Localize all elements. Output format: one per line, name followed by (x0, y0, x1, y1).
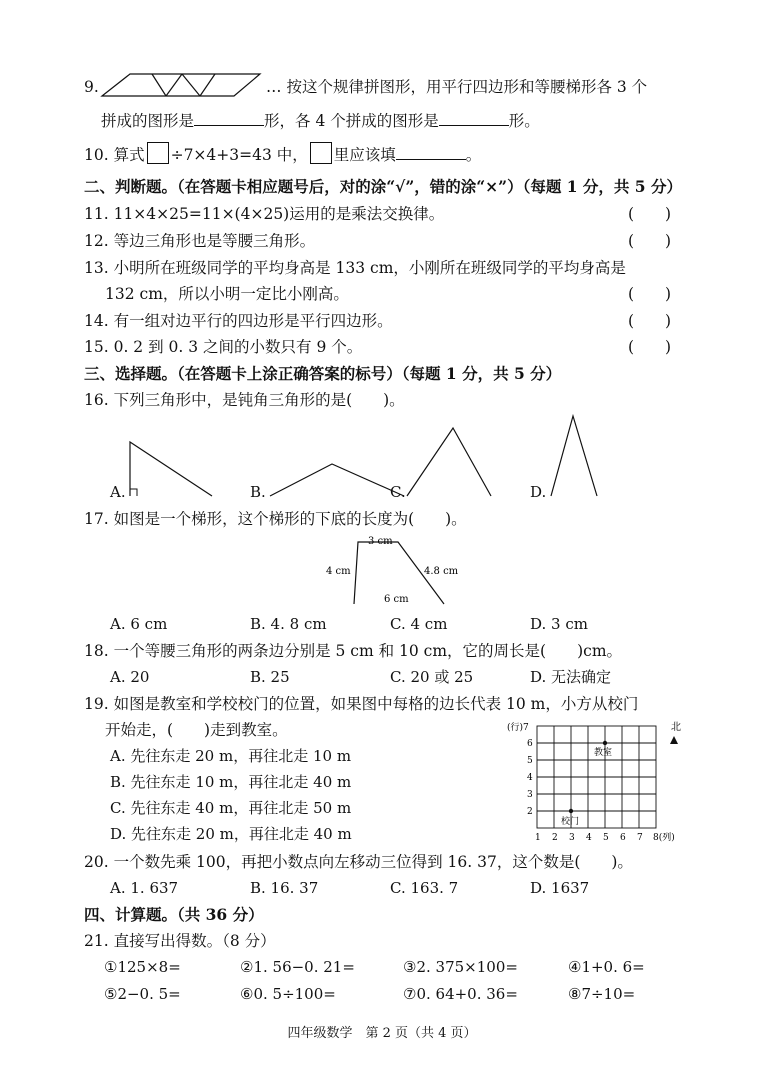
q11-text: 11. 11×4×25=11×(4×25)运用的是乘法交换律。 (84, 205, 445, 223)
q9-number: 9. (84, 78, 99, 96)
q16-option-c[interactable]: C. (390, 483, 406, 501)
q12-answer-paren[interactable]: ( ) (628, 232, 672, 250)
q17-label-left: 4 cm (326, 566, 351, 577)
q19-xtick-4: 4 (586, 833, 592, 843)
q19-gate-label: 校门 (561, 817, 580, 827)
q19-text-1: 19. 如图是教室和学校校门的位置，如果图中每格的边长代表 10 m，小方从校门 (84, 695, 639, 713)
q15-answer-paren[interactable]: ( ) (628, 338, 672, 356)
q19-gate-point (569, 809, 573, 813)
q19-text-2: 开始走，( )走到教室。 (105, 721, 288, 739)
q17-trapezoid-figure (320, 530, 470, 610)
q10-line: 10. 算式 ÷7×4+3=43 中， 里应该填 。 (84, 142, 481, 165)
q18-option-b[interactable]: B. 25 (250, 668, 290, 686)
q17-option-b[interactable]: B. 4. 8 cm (250, 615, 327, 633)
q17-label-right: 4.8 cm (424, 566, 459, 577)
q20-text: 20. 一个数先乘 100，再把小数点向左移动三位得到 16. 37，这个数是( )。 (84, 853, 633, 871)
q16-option-a[interactable]: A. (110, 483, 126, 501)
q21-item-3[interactable]: ③2. 375×100= (403, 958, 518, 976)
q19-row-axis-label: (行)7 (507, 723, 529, 733)
q18-option-a[interactable]: A. 20 (110, 668, 150, 686)
q11-answer-paren[interactable]: ( ) (628, 205, 672, 223)
q18-option-c[interactable]: C. 20 或 25 (390, 668, 474, 686)
q21-item-4[interactable]: ④1+0. 6= (568, 958, 645, 976)
q19-north-label: 北 (671, 722, 681, 733)
q19-xtick-6: 6 (620, 833, 626, 843)
q13-text-2: 132 cm，所以小明一定比小刚高。 (105, 285, 349, 303)
q21-item-7[interactable]: ⑦0. 64+0. 36= (403, 985, 518, 1003)
section-3-heading: 三、选择题。（在答题卡上涂正确答案的标号）（每题 1 分，共 5 分） (84, 364, 562, 383)
q19-ytick-4: 4 (527, 773, 533, 783)
q20-option-d[interactable]: D. 1637 (530, 879, 590, 897)
q19-col-axis-label: 8(列) (653, 833, 675, 843)
q19-xtick-2: 2 (552, 833, 558, 843)
q19-classroom-label: 教室 (594, 748, 613, 758)
q21-item-2[interactable]: ②1. 56−0. 21= (240, 958, 355, 976)
q9-blank-1[interactable] (194, 109, 264, 126)
q17-option-d[interactable]: D. 3 cm (530, 615, 588, 633)
q13-answer-paren[interactable]: ( ) (628, 285, 672, 303)
q21-text: 21. 直接写出得数。（8 分） (84, 932, 276, 950)
q16-option-b[interactable]: B. (250, 483, 266, 501)
q21-item-5[interactable]: ⑤2−0. 5= (104, 985, 181, 1003)
q17-option-c[interactable]: C. 4 cm (390, 615, 448, 633)
q14-answer-paren[interactable]: ( ) (628, 312, 672, 330)
section-2-heading: 二、判断题。（在答题卡相应题号后，对的涂“√”，错的涂“×”）（每题 1 分，共 5 分） (84, 177, 682, 196)
q19-xtick-7: 7 (637, 833, 643, 843)
q18-option-d[interactable]: D. 无法确定 (530, 668, 612, 686)
q20-option-a[interactable]: A. 1. 637 (110, 879, 179, 897)
q14-text: 14. 有一组对边平行的四边形是平行四边形。 (84, 312, 393, 330)
q17-option-a[interactable]: A. 6 cm (110, 615, 168, 633)
q12-text: 12. 等边三角形也是等腰三角形。 (84, 232, 316, 250)
q19-ytick-6: 6 (527, 739, 533, 749)
q20-option-b[interactable]: B. 16. 37 (250, 879, 319, 897)
q21-item-1[interactable]: ①125×8= (104, 958, 181, 976)
q13-text-1: 13. 小明所在班级同学的平均身高是 133 cm，小刚所在班级同学的平均身高是 (84, 259, 626, 277)
q21-item-6[interactable]: ⑥0. 5÷100= (240, 985, 336, 1003)
q17-label-top: 3 cm (368, 536, 393, 547)
q19-option-a[interactable]: A. 先往东走 20 m，再往北走 10 m (110, 747, 352, 765)
q18-text: 18. 一个等腰三角形的两条边分别是 5 cm 和 10 cm，它的周长是( )cm。 (84, 642, 623, 660)
q9-line2: 拼成的图形是 形，各 4 个拼成的图形是 形。 (101, 109, 540, 131)
q17-text: 17. 如图是一个梯形，这个梯形的下底的长度为( )。 (84, 510, 467, 528)
q16-text: 16. 下列三角形中，是钝角三角形的是( )。 (84, 391, 405, 409)
q19-ytick-3: 3 (527, 790, 533, 800)
q15-text: 15. 0. 2 到 0. 3 之间的小数只有 9 个。 (84, 338, 363, 356)
q21-item-8[interactable]: ⑧7÷10= (568, 985, 636, 1003)
q9-pattern-figure (100, 72, 265, 98)
q19-ytick-2: 2 (527, 807, 533, 817)
q9-line1: … 按这个规律拼图形，用平行四边形和等腰梯形各 3 个 (266, 78, 648, 96)
section-4-heading: 四、计算题。（共 36 分） (84, 905, 264, 924)
q9-blank-2[interactable] (439, 109, 509, 126)
q19-option-d[interactable]: D. 先往东走 20 m，再往北走 40 m (110, 825, 352, 843)
q19-grid-map (505, 718, 690, 848)
q19-xtick-3: 3 (569, 833, 575, 843)
q19-option-b[interactable]: B. 先往东走 10 m，再往北走 40 m (110, 773, 352, 791)
q19-xtick-5: 5 (603, 833, 609, 843)
q19-ytick-5: 5 (527, 756, 533, 766)
q19-option-c[interactable]: C. 先往东走 40 m，再往北走 50 m (110, 799, 352, 817)
north-arrow-icon (670, 736, 678, 744)
q10-blank[interactable] (396, 143, 466, 160)
q19-classroom-point (603, 741, 607, 745)
q19-xtick-1: 1 (535, 833, 541, 843)
q10-box-2[interactable] (310, 142, 332, 164)
page-footer: 四年级数学 第 2 页（共 4 页） (287, 1026, 477, 1041)
q20-option-c[interactable]: C. 163. 7 (390, 879, 459, 897)
q10-box-1[interactable] (147, 142, 169, 164)
q17-label-bottom: 6 cm (384, 594, 409, 605)
q16-option-d[interactable]: D. (530, 483, 547, 501)
